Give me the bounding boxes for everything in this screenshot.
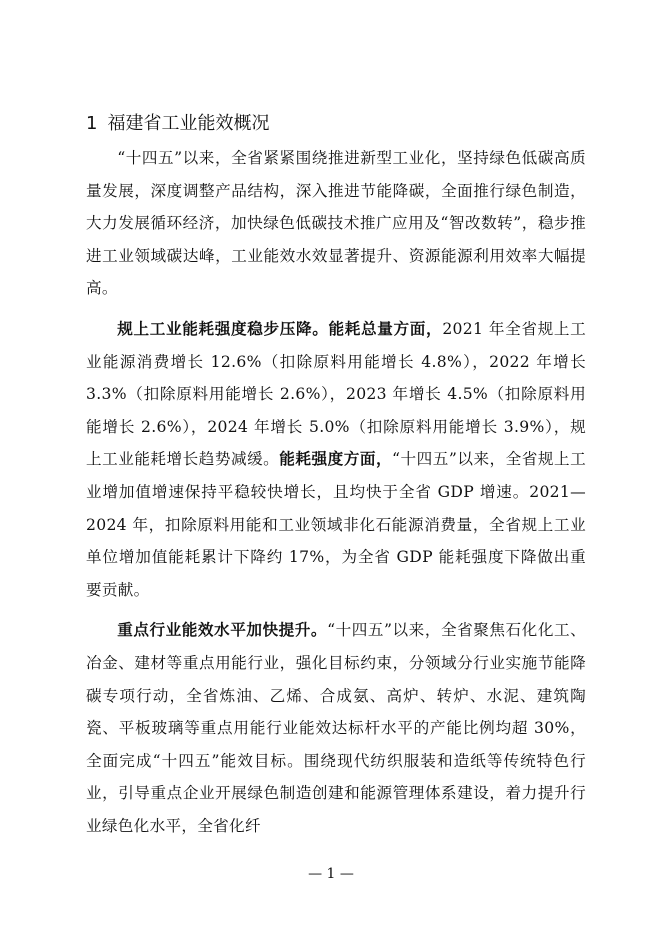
paragraph-text-2: “十四五”以来，全省规上工业增加值增速保持平稳较快增长，且均快于全省 GDP 增速。2021—2024 年，扣除原料用能和工业领域非化石能源消费量，全省规上工业单位增加值能耗累计下降约 17%，为全省 GDP 能耗强度下降做出重要贡献。 [86, 450, 586, 599]
body-text [86, 142, 586, 850]
paragraph-key-industries [86, 614, 586, 842]
section-title: 福建省工业能效概况 [107, 113, 270, 134]
page-number: — 1 — [308, 866, 354, 882]
paragraph-lead-bold-2: 能耗强度方面， [279, 449, 393, 469]
section-heading [86, 110, 586, 138]
paragraph-text: “十四五”以来，全省紧紧围绕推进新型工业化，坚持绿色低碳高质量发展，深度调整产品结构，深入推进节能降碳，全面推行绿色制造，大力发展循环经济，加快绿色低碳技术推广应用及“智改数转”，稳步推进工业领域碳达峰，工业能效水效显著提升、资源能源利用效率大幅提高。 [86, 149, 586, 298]
paragraph-energy-intensity [86, 313, 586, 606]
paragraph-lead-bold: 规上工业能耗强度稳步压降。能耗总量方面， [117, 318, 443, 338]
paragraph-text: “十四五”以来，全省聚焦石化化工、冶金、建材等重点用能行业，强化目标约束，分领域分行业实施节能降碳专项行动，全省炼油、乙烯、合成氨、高炉、转炉、水泥、建筑陶瓷、平板玻璃等重点用能行业能效达标杆水平的产能比例均超 30%，全面完成“十四五”能效目标。围绕现代纺织服装和造纸等传统特色行业，引导重点企业开展绿色制造创建和能源管理体系建设，着力提升行业绿色化水平，全省化纤 [86, 621, 587, 835]
section-number: 1 [86, 113, 98, 134]
paragraph-overview [86, 142, 586, 305]
paragraph-text: 2021 年全省规上工业能源消费增长 12.6%（扣除原料用能增长 4.8%），2022 年增长 3.3%（扣除原料用能增长 2.6%），2023 年增长 4.5%（扣除原料用能增长 2.6%），2024 年增长 5.0%（扣除原料用能增长 3.9%），规上工业能耗增长趋势减缓。 [86, 319, 586, 469]
paragraph-lead-bold: 重点行业能效水平加快提升。 [117, 620, 328, 640]
